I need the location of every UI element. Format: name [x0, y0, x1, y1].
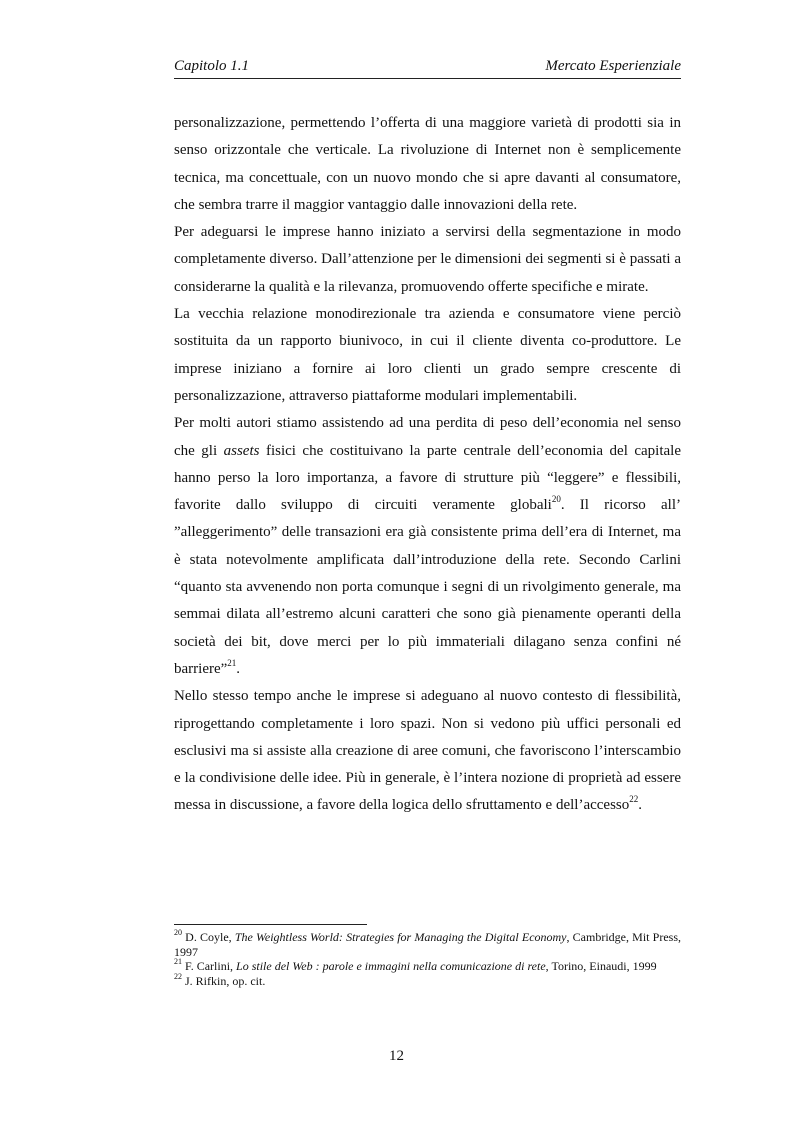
paragraph-5: [174, 683, 681, 819]
footnote-21: [174, 959, 681, 974]
footnote-divider: [174, 924, 367, 925]
footnote-20-publisher: , Cambridge, Mit Press, 1997: [174, 930, 681, 959]
footnote-21-publisher: , Torino, Einaudi, 1999: [545, 959, 657, 973]
paragraph-3: La vecchia relazione monodirezionale tra azienda e consumatore viene perciò sostituita da un rapporto biunivoco, in cui il cliente diventa co-produttore. Le imprese iniziano a fornire ai loro clienti un grado sempre crescente di personalizzazione, attraverso piattaforme modulari implementabili.: [174, 306, 681, 404]
paragraph-4-part-a: Per molti autori stiamo assistendo ad una perdita di peso dell’economia nel senso che gli: [174, 415, 681, 459]
paragraph-1: personalizzazione, permettendo l’offerta di una maggiore varietà di prodotti sia in senso orizzontale che verticale. La rivoluzione di Internet non è semplicemente tecnica, ma concettuale, con un nuovo mondo che si apre davanti al consumatore, che sembra trarre il maggior vantaggio dalle innovazioni della rete.: [174, 115, 681, 213]
footnote-21-title: Lo stile del Web : parole e immagini nella comunicazione di rete: [236, 959, 546, 973]
paragraph-4-part-b: fisici che costituivano la parte centrale dell’economia del capitale hanno perso la loro importanza, a favore di strutture più “leggere” e flessibili, favorite dallo sviluppo di circuiti veramente globali: [174, 442, 681, 514]
paragraph-4: [174, 410, 681, 683]
body-text: [174, 110, 681, 820]
chapter-label: Capitolo 1.1: [174, 58, 250, 74]
footnote-22-text: J. Rifkin, op. cit.: [182, 973, 266, 988]
footnote-22: [174, 971, 681, 989]
footnote-20-number: 20: [174, 928, 182, 937]
footnote-ref-21[interactable]: 21: [227, 657, 237, 668]
page-header: [174, 58, 681, 79]
footnote-ref-22[interactable]: 22: [629, 794, 639, 805]
footnote-20: [174, 930, 681, 959]
footnote-21-author: F. Carlini,: [182, 959, 237, 973]
footnotes: [174, 930, 681, 988]
page-number: 12: [389, 1048, 404, 1064]
paragraph-2: Per adeguarsi le imprese hanno iniziato a servirsi della segmentazione in modo completamente diverso. Dall’attenzione per le dimensioni dei segmenti si è passati a considerarne la qualità e la rilevanza, promuovendo offerte specifiche e mirate.: [174, 224, 681, 295]
footnote-20-author: D. Coyle,: [182, 930, 235, 944]
assets-term: assets: [223, 442, 260, 459]
paragraph-5-part-b: .: [638, 797, 643, 814]
paragraph-4-part-d: .: [236, 660, 241, 677]
footnote-ref-20[interactable]: 20: [551, 494, 561, 505]
footnote-22-number: 22: [174, 971, 182, 981]
footnote-20-title: The Weightless World: Strategies for Managing the Digital Economy: [234, 930, 567, 944]
paragraph-5-part-a: Nello stesso tempo anche le imprese si adeguano al nuovo contesto di flessibilità, riprogettando completamente i loro spazi. Non si vedono più uffici personali ed esclusivi ma si assiste alla creazione di aree comuni, che favoriscono l’interscambio e la condivisione delle idee. Più in generale, è l’intera nozione di proprietà ad essere messa in discussione, a favore della logica dello sfruttamento e dell’accesso: [174, 688, 681, 814]
footnote-21-number: 21: [174, 957, 182, 966]
paragraph-4-part-c: . Il ricorso all’ ”alleggerimento” delle transazioni era già consistente prima dell’era di Internet, ma è stata notevolmente amplificata dall’introduzione della rete. Secondo Carlini “quanto sta avvenendo non porta comunque i segni di un rivolgimento generale, ma semmai dilata all’estremo alcuni caratteri che sono già pienamente operanti della società dei bit, dove merci per lo più immateriali dilagano senza confini né barriere”: [174, 497, 682, 677]
section-title: Mercato Esperienziale: [545, 58, 681, 74]
